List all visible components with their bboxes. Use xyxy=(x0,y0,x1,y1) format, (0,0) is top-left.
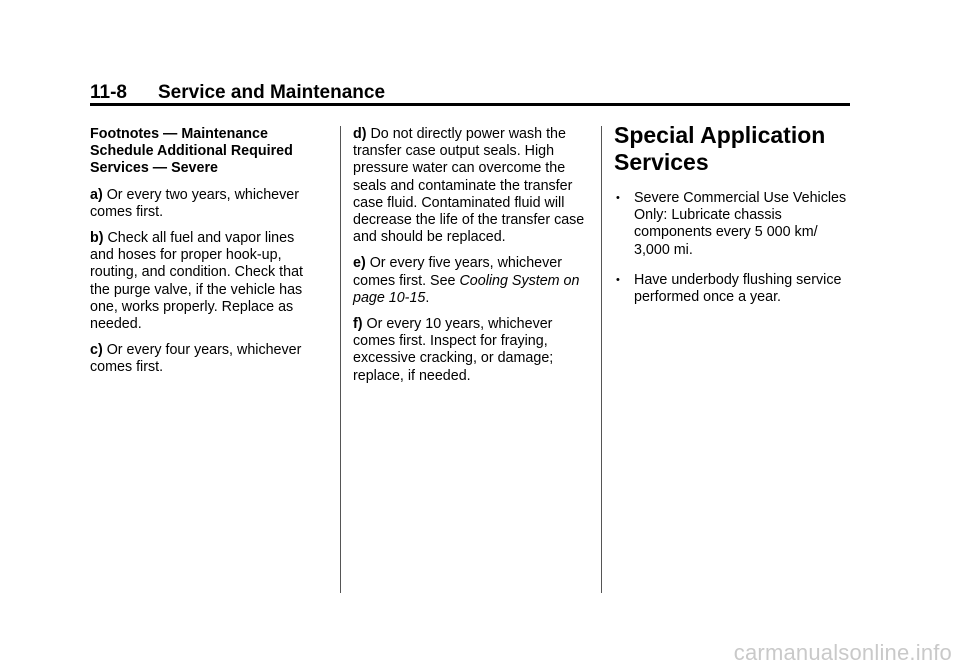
list-item-text: Have underbody flushing service performed once a year. xyxy=(634,271,842,306)
footnotes-heading: Footnotes — Maintenance Schedule Additional Required Services — Severe xyxy=(90,126,293,177)
footnote-d-label: d) xyxy=(353,126,367,142)
chapter-title: Service and Maintenance xyxy=(158,82,386,103)
footnote-e-tail: . xyxy=(425,289,430,306)
column-2 xyxy=(353,126,585,394)
watermark: carmanualsonline.info xyxy=(733,640,952,665)
column-divider-2 xyxy=(601,126,602,593)
list-item-text: Severe Commercial Use Vehicles Only: Lubricate chassis components every 5 000 km/ 3,000 mi. xyxy=(634,190,847,258)
footnote-d xyxy=(353,126,585,246)
footnote-e-label: e) xyxy=(353,255,366,272)
footnote-b-text: Check all fuel and vapor lines and hoses for proper hook-up, routing, and condition. Check that the purge valve, if the vehicle has one, works properly. Replace as needed. xyxy=(90,230,304,333)
list-item xyxy=(614,272,854,306)
section-title: Special Application Services xyxy=(614,122,826,175)
footnote-a xyxy=(90,187,322,221)
footnote-e-text: Or every five years, whichever comes first. See xyxy=(353,255,562,289)
column-divider-1 xyxy=(340,126,341,593)
page-number: 11-8 xyxy=(90,82,127,103)
footnote-a-label: a) xyxy=(90,186,103,203)
footnote-d-text: Do not directly power wash the transfer case output seals. High pressure water can overcome the seals and contaminate the transfer case fluid. Contaminated fluid will decrease the life of the transfer case and should be replaced. xyxy=(353,126,585,246)
footnote-f-text: Or every 10 years, whichever comes first. Inspect for fraying, excessive cracking, or damage; replace, if needed. xyxy=(353,316,554,384)
list-item xyxy=(614,190,854,259)
footnote-a-text: Or every two years, whichever comes first. xyxy=(90,186,299,220)
column-3 xyxy=(614,122,854,319)
footnote-e xyxy=(353,255,585,307)
footnote-f-label: f) xyxy=(353,316,363,333)
services-list xyxy=(614,190,854,306)
footnote-c-label: c) xyxy=(90,342,103,359)
header-rule xyxy=(90,103,850,106)
bullet-icon: • xyxy=(616,273,620,286)
footnote-c-text: Or every four years, whichever comes first. xyxy=(90,342,302,376)
footnote-b xyxy=(90,230,322,333)
footnote-f xyxy=(353,316,585,385)
footnote-c xyxy=(90,342,322,376)
column-1 xyxy=(90,126,322,386)
footnote-b-label: b) xyxy=(90,230,104,247)
cooling-system-link[interactable]: Cooling System on page 10-15 xyxy=(353,272,580,306)
bullet-icon: • xyxy=(616,192,620,204)
